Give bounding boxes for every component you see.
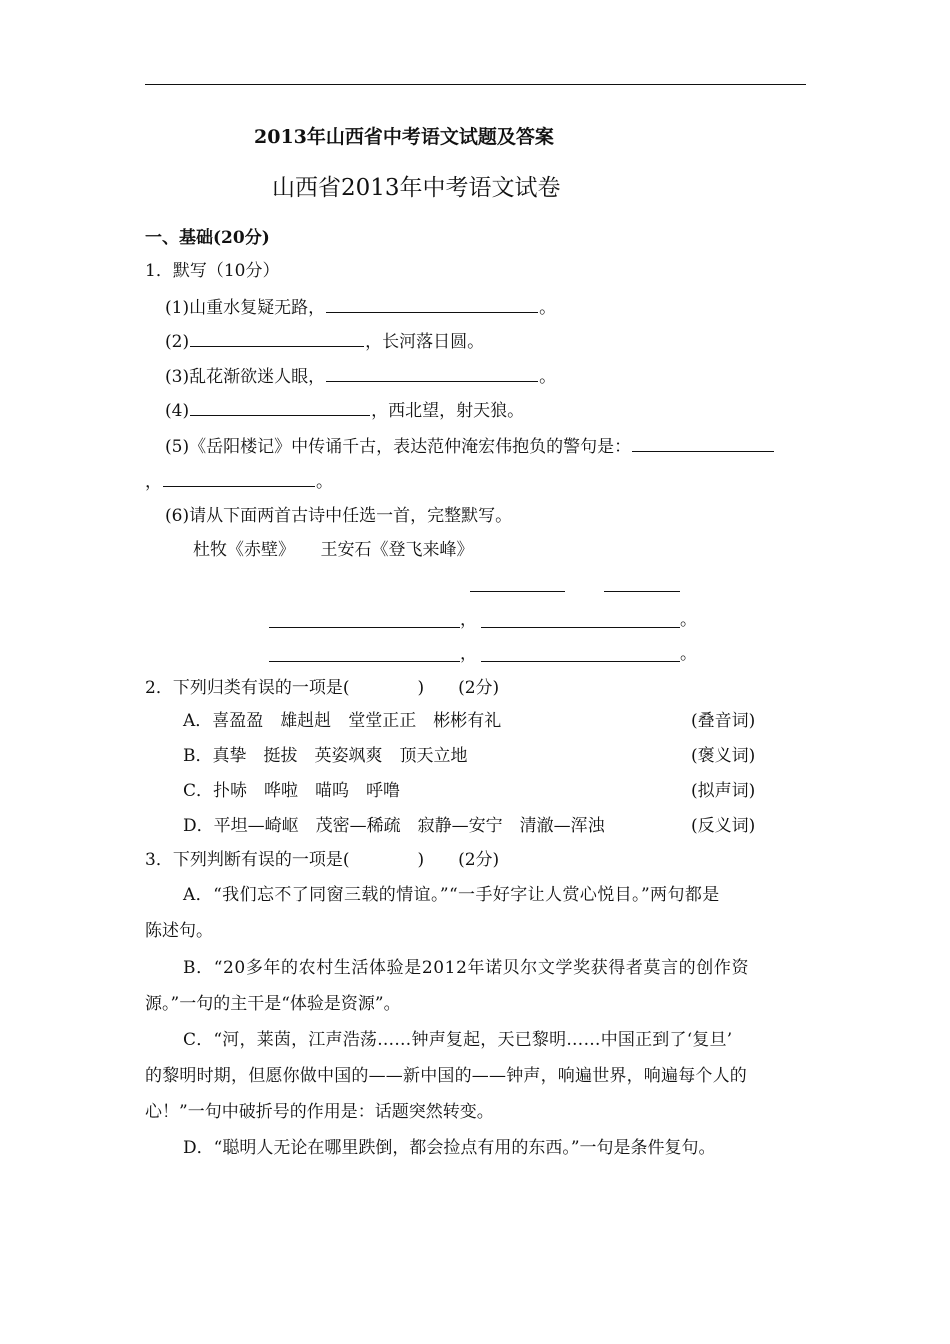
q3-option-a-line-1: A．“我们忘不了同窗三载的情谊。”“一手好字让人赏心悦目。”两句都是 [183,885,720,905]
q1-item-2 [165,330,484,353]
q1-item-5-text: (5)《岳阳楼记》中传诵千古，表达范仲淹宏伟抱负的警句是： [165,437,632,457]
q3-option-c-line-1: C．“河，莱茵，江声浩荡……钟声复起，天已黎明……中国正到了‘复旦’ [183,1030,733,1050]
document-title: 2013年山西省中考语文试题及答案 [254,126,554,148]
q2-option-b: B．真挚 挺拔 英姿飒爽 顶天立地 [183,746,468,766]
q1-item-4-text: (4) [165,401,190,421]
q1-item-1-text: (1)山重水复疑无路， [165,298,326,318]
q2-option-d: D．平坦—崎岖 茂密—稀疏 寂静—安宁 清澈—浑浊 [183,816,605,836]
q1-item-5 [165,435,775,458]
poem-choices: 杜牧《赤壁》 王安石《登飞来峰》 [193,540,474,560]
q3-option-b-line-2: 源。”一句的主干是“体验是资源”。 [145,994,401,1014]
q2-option-d-tag: (反义词) [691,816,756,836]
q1-item-2-end: ，长河落日圆。 [365,332,485,352]
q1-item-3-text: (3)乱花渐欲迷人眼， [165,367,326,387]
section-heading: 一、基础(20分) [145,228,270,248]
q2-option-a-tag: (叠音词) [691,711,756,731]
q1-item-4 [165,399,524,422]
answer-blank[interactable] [190,330,364,347]
header-rule [145,84,806,85]
answer-blank[interactable] [190,399,370,416]
poem-line-1b-blank[interactable] [481,627,680,628]
q1-item-3-end: 。 [539,367,557,387]
q2-option-a: A．喜盈盈 雄赳赳 堂堂正正 彬彬有礼 [183,711,502,731]
q2-option-c: C．扑哧 哗啦 喵呜 呼噜 [183,781,401,801]
poem-line-1-comma: ， [460,610,477,630]
poem-author-blank[interactable] [604,591,680,592]
q1-item-5-end: 。 [316,472,333,492]
q3-option-b-line-1: B．“20多年的农村生活体验是2012年诺贝尔文学奖获得者莫言的创作资 [183,958,750,978]
q1-item-2-text: (2) [165,332,190,352]
answer-blank[interactable] [326,365,538,382]
poem-line-1a-blank[interactable] [269,627,460,628]
q2-option-b-tag: (褒义词) [691,746,756,766]
paper-title: 山西省2013年中考语文试卷 [272,175,561,201]
poem-line-1-end: 。 [680,610,697,630]
poem-line-2-end: 。 [680,644,697,664]
q3-option-c-line-2: 的黎明时期，但愿你做中国的——新中国的——钟声，响遍世界，响遍每个人的 [145,1066,747,1086]
q1-item-3 [165,365,556,388]
q1-item-1-end: 。 [539,298,557,318]
q3-option-d-line-1: D．“聪明人无论在哪里跌倒，都会捡点有用的东西。”一句是条件复句。 [183,1138,716,1158]
question-3-stem: 3．下列判断有误的一项是( ) (2分) [145,850,500,870]
q1-item-5-comma: ， [145,472,162,492]
poem-line-2a-blank[interactable] [269,661,460,662]
q1-item-5-continued [145,470,333,493]
q1-item-4-end: ，西北望，射天狼。 [371,401,525,421]
question-2-stem: 2．下列归类有误的一项是( ) (2分) [145,678,500,698]
question-1-stem: 1．默写（10分） [145,261,280,281]
q1-item-1 [165,296,556,319]
q2-option-c-tag: (拟声词) [691,781,756,801]
q3-option-c-line-3: 心！”一句中破折号的作用是：话题突然转变。 [145,1102,494,1122]
answer-blank[interactable] [632,435,774,452]
poem-title-blank[interactable] [470,591,565,592]
poem-line-2b-blank[interactable] [481,661,680,662]
poem-line-2-comma: ， [460,644,477,664]
q3-option-a-line-2: 陈述句。 [145,921,213,941]
q1-item-6: (6)请从下面两首古诗中任选一首，完整默写。 [165,506,513,526]
answer-blank[interactable] [326,296,538,313]
answer-blank[interactable] [163,470,315,487]
